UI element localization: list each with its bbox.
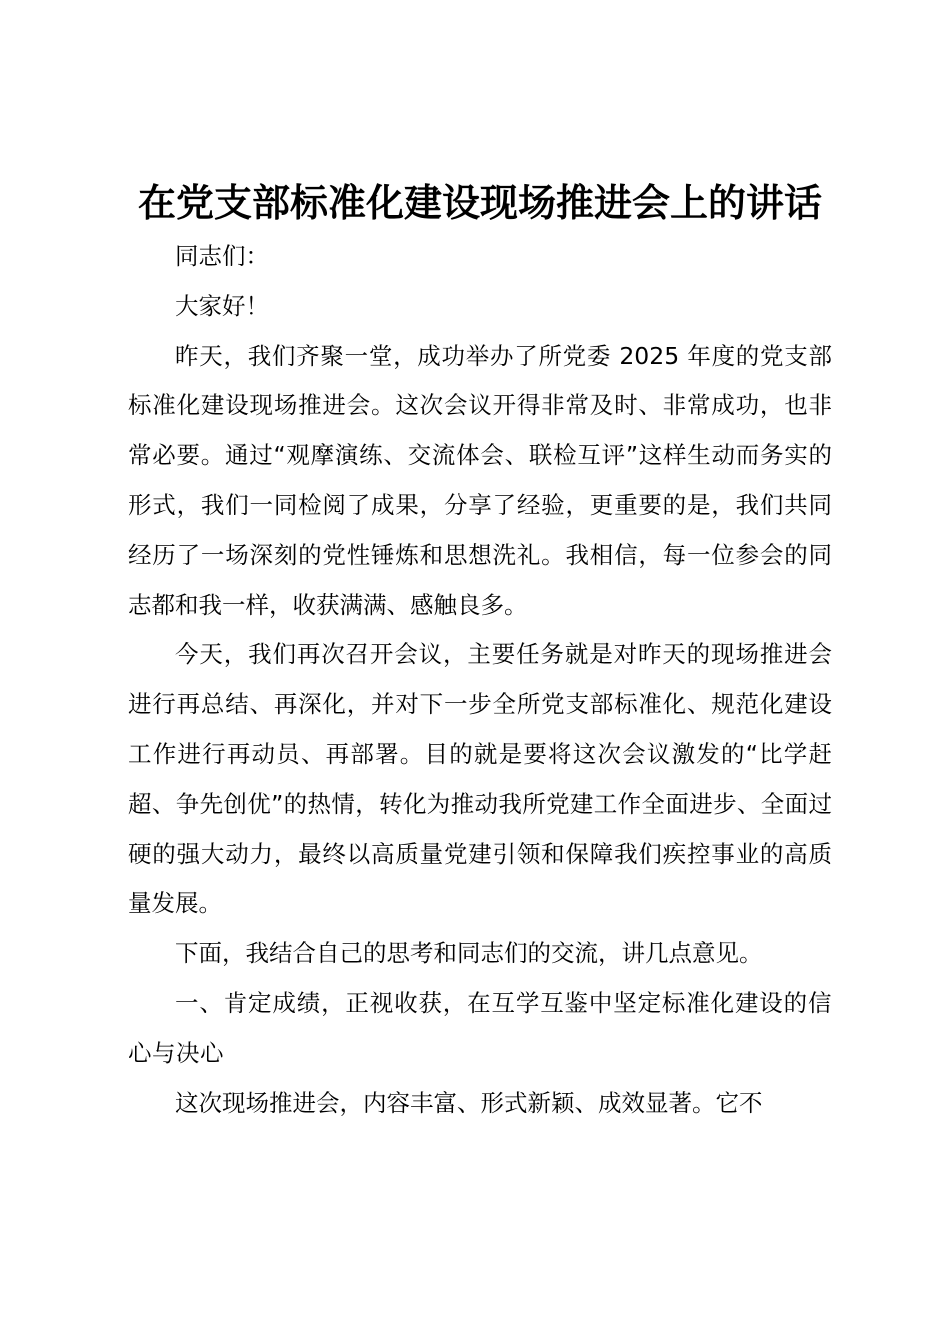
paragraph-yesterday: 昨天，我们齐聚一堂，成功举办了所党委 2025 年度的党支部标准化建设现场推进会。这次会议开得非常及时、非常成功，也非常必要。通过“观摩演练、交流体会、联检互评”这样生动而务实的形式，我们一同检阅了成果，分享了经验，更重要的是，我们共同经历了一场深刻的党性锤炼和思想洗礼。我相信，每一位参会的同志都和我一样，收获满满、感触良多。: [128, 341, 832, 619]
document-page: [128, 178, 832, 1128]
document-title: 在党支部标准化建设现场推进会上的讲话: [137, 180, 822, 225]
paragraph-intro: 下面，我结合自己的思考和同志们的交流，讲几点意见。: [175, 939, 763, 968]
paragraph-greeting: 大家好！: [175, 291, 269, 320]
paragraph-today: 今天，我们再次召开会议，主要任务就是对昨天的现场推进会进行再总结、再深化，并对下一步全所党支部标准化、规范化建设工作进行再动员、再部署。目的就是要将这次会议激发的“比学赶超、争先创优”的热情，转化为推动我所党建工作全面进步、全面过硬的强大动力，最终以高质量党建引领和保障我们疾控事业的高质量发展。: [128, 640, 832, 918]
paragraph-section-one: 这次现场推进会，内容丰富、形式新颖、成效显著。它不: [175, 1088, 763, 1117]
document-body: [128, 232, 832, 1128]
paragraph-salutation: 同志们：: [175, 242, 269, 270]
section-heading-one: 一、肯定成绩，正视收获，在互学互鉴中坚定标准化建设的信心与决心: [128, 988, 832, 1067]
